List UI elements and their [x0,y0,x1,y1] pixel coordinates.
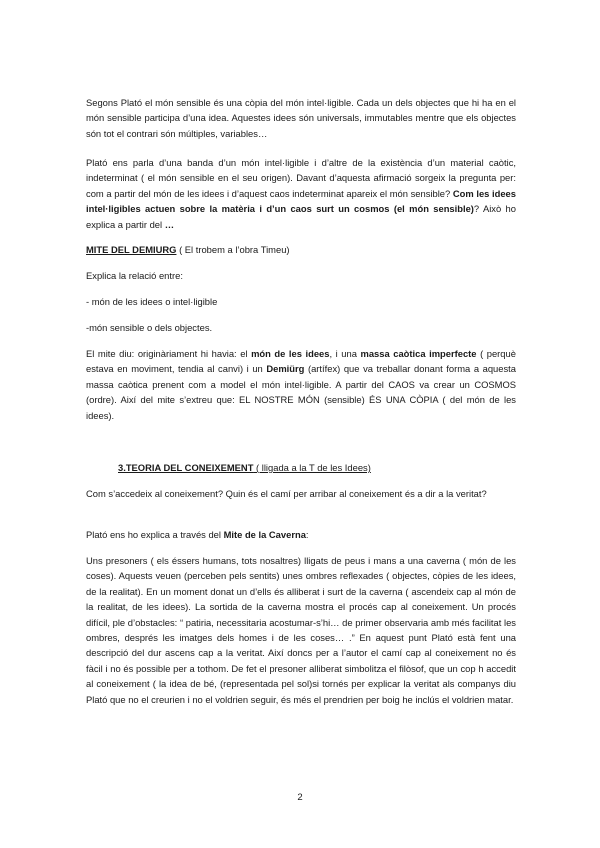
myth-text-2: , i una [329,348,361,359]
cave-intro-colon: : [305,529,309,540]
mite-demiurg-heading: MITE DEL DEMIURG [86,244,177,255]
page-number: 2 [297,792,303,803]
myth-text-1: El mite diu: originàriament hi havia: el [86,348,252,359]
myth-bold-demiurg: Demiürg [266,363,305,375]
myth-text-4: (artífex) que va treballar donant forma a aquesta massa caòtica prenent com a model el món intel·ligible. A partir del CAOS va crear un COSMOS (ordre). Així del mite s’extreu que: EL NOSTRE MÓN (sensible) ÉS UNA CÒPIA ( del món de les idees). [86,363,516,421]
paragraph-intro: Segons Plató el món sensible és una còpia del món intel·ligible. Cada un dels objectes que hi ha en el món sensible participa d’una idea. Aquestes idees són universals, immutables mentre que els objectes són tot el contrari són múltiples, variables… [86,97,516,139]
section3-heading-line [118,460,518,475]
mite-demiurg-heading-line [86,242,516,257]
paragraph-question-bold: Com les idees intel·ligibles actuen sobre la matèria i d’un caos surt un cosmos (el món sensible) [86,187,516,215]
list-item-sensible: -món sensible o dels objectes. [86,322,213,333]
mite-demiurg-note: ( El trobem a l’obra Timeu) [176,244,290,255]
paragraph-question-text: Plató ens parla d’una banda d’un món intel·ligible i d’altre de la existència d’un material caòtic, indeterminat ( el món sensible en el seu origen). Davant d’aquesta afirmació sorgeix la pregunta per: com a partir del món de les idees i d’aquest caos indeterminat apareix el món sensible? [86,157,516,199]
myth-bold-massa: massa caòtica imperfecte [360,348,477,359]
paragraph-access: Com s’accedeix al coneixement? Quin és el camí per arribar al coneixement és a dir a la veritat? [86,488,487,499]
cave-intro-bold: Mite de la Caverna [223,529,306,540]
paragraph-question-tail: ? Això ho explica a partir del [86,203,516,230]
paragraph-question [86,155,516,232]
myth-text-3: ( perquè estava en moviment, tendia al canvi) i un [86,348,516,375]
cave-intro-text: Plató ens ho explica a través del [86,529,224,540]
paragraph-cave-intro [86,527,516,542]
section3-note: ( lligada a la T de les Idees) [253,462,371,473]
paragraph-relation: Explica la relació entre: [86,270,183,281]
section3-heading: 3.TEORIA DEL CONEIXEMENT [118,462,254,473]
list-item-ideas: - món de les idees o intel·ligible [86,296,218,307]
paragraph-myth [86,346,516,423]
paragraph-question-ellipsis: … [164,218,175,230]
paragraph-cave: Uns presoners ( els éssers humans, tots nosaltres) lligats de peus i mans a una caverna ( món de les coses). Aquests veuen (perceben pels sentits) unes ombres reflexades ( objectes, còpies de les idees, de la realitat). En un moment donat un d’ells és alliberat i surt de la caverna ( ascendeix cap al món de la realitat, de les idees). La sortida de la caverna mostra el procés cap al coneixement. Un procés difícil, ple d’obstacles: “ patiria, necessitaria acostumar-s’hi… de primer observaria amb més facilitat les ombres, després les imatges dels homes i de les coses… .” En aquest punt Plató està fent una descripció del dur ascens cap a la veritat. Així doncs per a l’autor el camí cap al coneixement no és fàcil i no és possible per a tothom. De fet el presoner alliberat simbolitza el filòsof, que un cop h accedit al coneixement ( la idea de bé, (representada pel sol)si tornés per explicar la veritat als companys diu Plató que no el creurien i no el voldrien seguir, és més el prendrien per boig he inclús el voldrien matar. [86,555,516,705]
myth-bold-ideas: món de les idees [251,348,330,359]
